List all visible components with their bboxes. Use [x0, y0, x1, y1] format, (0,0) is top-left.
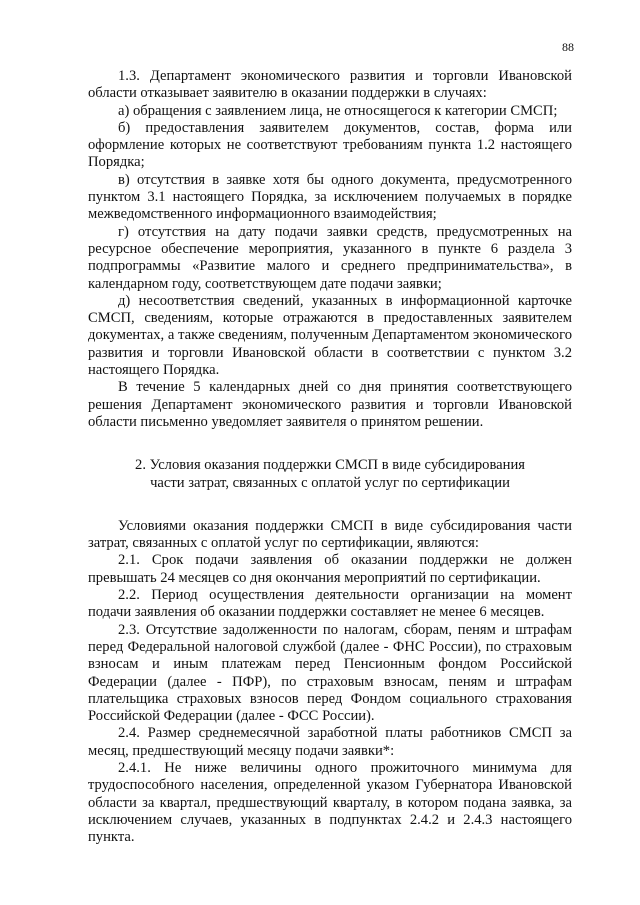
paragraph-2-3: 2.3. Отсутствие задолженности по налогам, сборам, пеням и штрафам перед Федеральной налоговой службой (далее - ФНС России), по страховым взносам и иным платежам перед Пенсионным фондом Российской Федерации (далее - ПФР), по страховым взносам, пеням и штрафам плательщика страховых взносов перед Фондом социального страхования Российской Федерации (далее - ФСС России).	[88, 621, 572, 725]
list-item-g: г) отсутствия на дату подачи заявки средств, предусмотренных на ресурсное обеспечение мероприятия, указанного в пункте 6 раздела 3 подпрограммы «Развитие малого и среднего предпринимательства», в календарном году, соответствующем дате подачи заявки;	[88, 223, 572, 292]
list-item-v: в) отсутствия в заявке хотя бы одного документа, предусмотренного пунктом 3.1 настоящего Порядка, за исключением получаемых в порядке межведомственного информационного взаимодействия;	[88, 171, 572, 223]
paragraph-notification: В течение 5 календарных дней со дня принятия соответствующего решения Департамент экономического развития и торговли Ивановской области письменно уведомляет заявителя о принятом решении.	[88, 379, 572, 430]
list-item-b: б) предоставления заявителем документов, состав, форма или оформление которых не соответствуют требованиям пункта 1.2 настоящего Порядка;	[88, 119, 572, 171]
section-2-heading-line-1: 2. Условия оказания поддержки СМСП в виде субсидирования	[135, 457, 525, 474]
document-body	[88, 68, 572, 846]
section-2-intro: Условиями оказания поддержки СМСП в виде субсидирования части затрат, связанных с оплатой услуг по сертификации, являются:	[88, 517, 572, 552]
list-item-a: а) обращения с заявлением лица, не относящегося к категории СМСП;	[118, 102, 558, 119]
section-2-heading	[88, 457, 572, 492]
paragraph-2-2: 2.2. Период осуществления деятельности организации на момент подачи заявления об оказании поддержки составляет не менее 6 месяцев.	[88, 587, 572, 621]
paragraph-1-3-intro: 1.3. Департамент экономического развития и торговли Ивановской области отказывает заявителю в оказании поддержки в случаях:	[88, 68, 572, 102]
list-item-d: д) несоответствия сведений, указанных в информационной карточке СМСП, сведениям, которые отражаются в предоставленных заявителем документах, а также сведениям, полученным Департаментом экономического развития и торговли Ивановской области в соответствии с пунктом 3.2 настоящего Порядка.	[88, 292, 572, 379]
section-2-heading-line-2: части затрат, связанных с оплатой услуг по сертификации	[150, 474, 510, 491]
paragraph-2-4: 2.4. Размер среднемесячной заработной платы работников СМСП за месяц, предшествующий месяцу подачи заявки*:	[88, 725, 572, 759]
paragraph-2-1: 2.1. Срок подачи заявления об оказании поддержки не должен превышать 24 месяцев со дня окончания мероприятий по сертификации.	[88, 552, 572, 586]
page-number: 88	[562, 40, 574, 54]
paragraph-2-4-1: 2.4.1. Не ниже величины одного прожиточного минимума для трудоспособного населения, определенной указом Губернатора Ивановской области за квартал, предшествующий кварталу, в котором подана заявка, за исключением случаев, указанных в подпунктах 2.4.2 и 2.4.3 настоящего пункта.	[88, 759, 572, 846]
